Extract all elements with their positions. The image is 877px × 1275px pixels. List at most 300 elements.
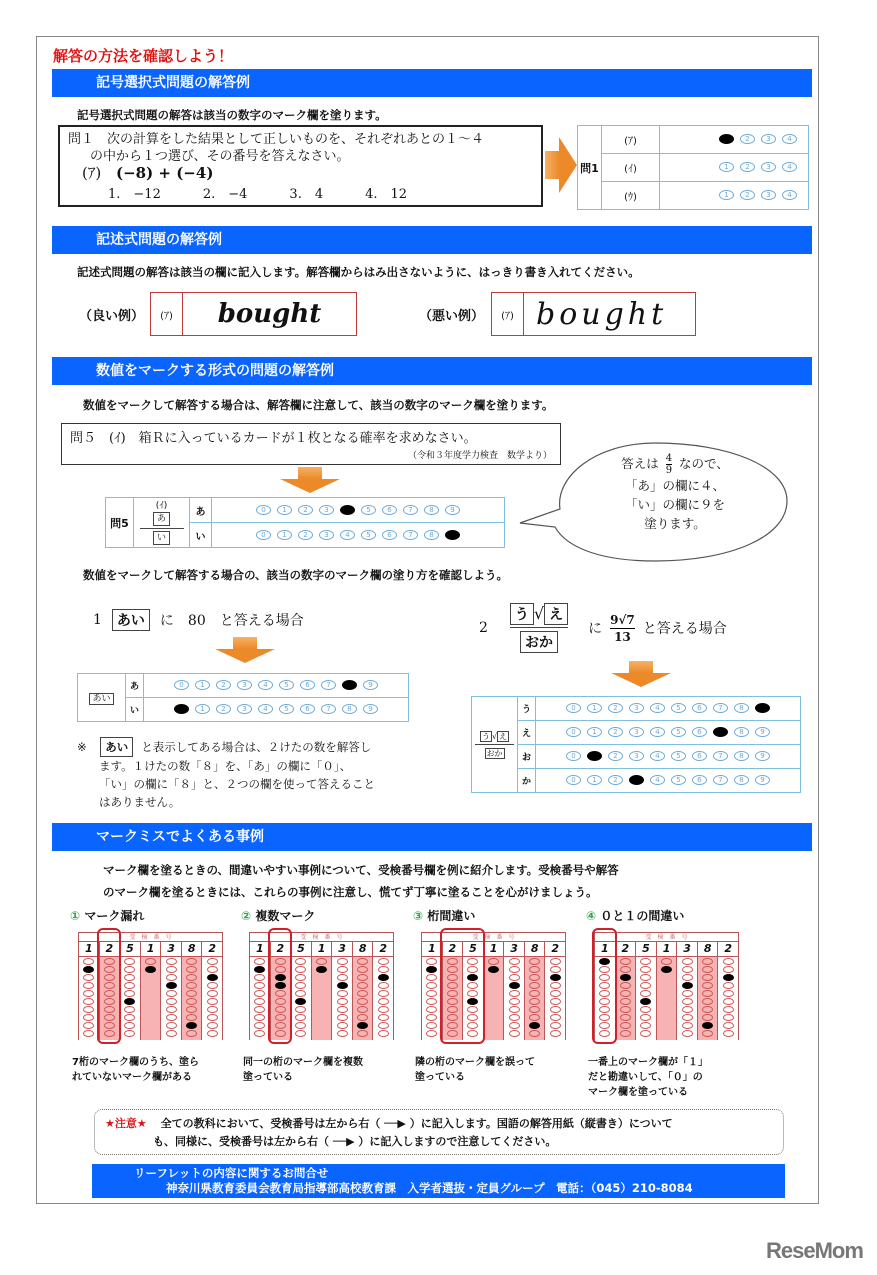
bubble[interactable]: 2 — [216, 680, 231, 690]
grid-bubble[interactable] — [426, 998, 437, 1005]
grid-bubble-filled[interactable] — [723, 974, 734, 981]
box-e: え — [544, 603, 568, 625]
grid-bubble[interactable] — [207, 1022, 218, 1029]
bubble[interactable]: 1 — [719, 162, 734, 172]
grid-bubble[interactable] — [207, 966, 218, 973]
bubble[interactable]: 3 — [761, 190, 776, 200]
bubble[interactable]: 2 — [216, 704, 231, 714]
grid-bubble[interactable] — [186, 990, 197, 997]
bubble[interactable]: 3 — [319, 505, 334, 515]
grid-bubble[interactable] — [640, 982, 651, 989]
grid-bubble[interactable] — [702, 1006, 713, 1013]
bubble[interactable]: 6 — [382, 505, 397, 515]
bubble[interactable]: 1 — [277, 530, 292, 540]
grid-bubble[interactable] — [529, 1030, 540, 1037]
grid-bubble[interactable] — [378, 990, 389, 997]
bubble[interactable]: 2 — [608, 727, 623, 737]
grid-bubble[interactable] — [640, 974, 651, 981]
grid-bubble[interactable] — [723, 998, 734, 1005]
grid-bubble[interactable] — [682, 966, 693, 973]
bubble[interactable]: 2 — [740, 190, 755, 200]
bubble[interactable]: 8 — [734, 751, 749, 761]
bubble[interactable]: 0 — [566, 703, 581, 713]
grid-bubble[interactable] — [550, 990, 561, 997]
grid-bubble[interactable] — [640, 990, 651, 997]
grid-bubble-filled[interactable] — [186, 1022, 197, 1029]
grid-bubble[interactable] — [186, 1014, 197, 1021]
bubble[interactable]: 7 — [403, 505, 418, 515]
grid-bubble[interactable] — [254, 1014, 265, 1021]
grid-bubble[interactable] — [207, 1006, 218, 1013]
grid-bubble[interactable] — [83, 1014, 94, 1021]
grid-bubble[interactable] — [682, 974, 693, 981]
grid-bubble-filled[interactable] — [83, 966, 94, 973]
bubble[interactable]: 7 — [403, 530, 418, 540]
grid-bubble[interactable] — [509, 1006, 520, 1013]
grid-bubble[interactable] — [702, 974, 713, 981]
grid-bubble[interactable] — [529, 990, 540, 997]
bubble[interactable]: 4 — [650, 751, 665, 761]
grid-bubble[interactable] — [378, 1030, 389, 1037]
grid-bubble[interactable] — [124, 966, 135, 973]
bubble[interactable]: 0 — [566, 775, 581, 785]
grid-bubble[interactable] — [83, 1030, 94, 1037]
grid-bubble[interactable] — [254, 1022, 265, 1029]
grid-bubble[interactable] — [166, 974, 177, 981]
grid-bubble[interactable] — [509, 966, 520, 973]
grid-bubble[interactable] — [166, 998, 177, 1005]
grid-bubble[interactable] — [426, 1022, 437, 1029]
grid-bubble[interactable] — [529, 1014, 540, 1021]
grid-bubble[interactable] — [316, 958, 327, 965]
bubble[interactable]: 1 — [719, 190, 734, 200]
bubble-filled[interactable] — [719, 134, 734, 144]
grid-bubble[interactable] — [426, 958, 437, 965]
grid-bubble[interactable] — [186, 982, 197, 989]
bubble[interactable]: 2 — [740, 134, 755, 144]
grid-bubble-filled[interactable] — [357, 1022, 368, 1029]
bubble[interactable]: 0 — [566, 727, 581, 737]
grid-bubble[interactable] — [640, 958, 651, 965]
grid-bubble-filled[interactable] — [426, 966, 437, 973]
grid-bubble[interactable] — [295, 1006, 306, 1013]
grid-bubble[interactable] — [640, 966, 651, 973]
grid-bubble[interactable] — [620, 998, 631, 1005]
grid-bubble[interactable] — [702, 990, 713, 997]
grid-bubble[interactable] — [357, 1030, 368, 1037]
bubble-filled[interactable]: 3 — [629, 775, 644, 785]
grid-bubble[interactable] — [640, 1022, 651, 1029]
bubble[interactable]: 2 — [298, 505, 313, 515]
grid-bubble[interactable] — [295, 990, 306, 997]
grid-bubble[interactable] — [207, 990, 218, 997]
bubble[interactable]: 6 — [300, 680, 315, 690]
grid-bubble[interactable] — [509, 990, 520, 997]
grid-bubble[interactable] — [378, 1022, 389, 1029]
bubble[interactable]: 2 — [608, 751, 623, 761]
grid-bubble[interactable] — [682, 1030, 693, 1037]
bubble[interactable]: 0 — [174, 680, 189, 690]
grid-bubble-filled[interactable] — [529, 1022, 540, 1029]
grid-bubble[interactable] — [509, 1014, 520, 1021]
grid-bubble[interactable] — [83, 1006, 94, 1013]
grid-bubble[interactable] — [509, 958, 520, 965]
grid-bubble[interactable] — [337, 998, 348, 1005]
bubble[interactable]: 4 — [650, 703, 665, 713]
grid-bubble[interactable] — [337, 1022, 348, 1029]
bubble[interactable]: 5 — [671, 775, 686, 785]
bubble[interactable]: 6 — [382, 530, 397, 540]
grid-bubble[interactable] — [295, 1030, 306, 1037]
bubble[interactable]: 5 — [671, 727, 686, 737]
grid-bubble[interactable] — [83, 982, 94, 989]
grid-bubble[interactable] — [254, 1030, 265, 1037]
grid-bubble-filled[interactable] — [661, 966, 672, 973]
bubble[interactable]: 7 — [713, 775, 728, 785]
grid-bubble[interactable] — [620, 982, 631, 989]
bubble[interactable]: 9 — [363, 704, 378, 714]
bubble[interactable]: 6 — [692, 727, 707, 737]
grid-bubble[interactable] — [620, 990, 631, 997]
bubble[interactable]: 3 — [237, 680, 252, 690]
grid-bubble-filled[interactable] — [207, 974, 218, 981]
grid-bubble[interactable] — [682, 958, 693, 965]
bubble[interactable]: 8 — [734, 703, 749, 713]
grid-bubble[interactable] — [124, 1022, 135, 1029]
grid-bubble[interactable] — [124, 982, 135, 989]
grid-digit: 2 — [616, 942, 636, 957]
bubble[interactable]: 3 — [629, 727, 644, 737]
grid-bubble[interactable] — [426, 1006, 437, 1013]
grid-bubble[interactable] — [640, 1006, 651, 1013]
grid-bubble[interactable] — [529, 982, 540, 989]
bubble[interactable]: 6 — [692, 703, 707, 713]
grid-bubble[interactable] — [357, 1014, 368, 1021]
grid-bubble[interactable] — [723, 990, 734, 997]
grid-bubble[interactable] — [682, 1014, 693, 1021]
bubble[interactable]: 5 — [361, 530, 376, 540]
grid-bubble[interactable] — [83, 974, 94, 981]
grid-bubble-filled[interactable] — [124, 998, 135, 1005]
bubble-filled[interactable]: 0 — [174, 704, 189, 714]
grid-bubble[interactable] — [702, 958, 713, 965]
grid-bubble[interactable] — [124, 958, 135, 965]
grid-bubble[interactable] — [207, 1014, 218, 1021]
grid-bubble[interactable] — [357, 990, 368, 997]
grid-bubble[interactable] — [295, 958, 306, 965]
grid-bubble[interactable] — [357, 1006, 368, 1013]
bubble[interactable]: 9 — [755, 727, 770, 737]
arrow-down-icon — [215, 637, 275, 663]
grid-bubble[interactable] — [640, 1014, 651, 1021]
answer-numerator: 9√7 — [610, 612, 635, 627]
bubble[interactable]: 3 — [319, 530, 334, 540]
grid-bubble[interactable] — [509, 974, 520, 981]
bubble[interactable]: 3 — [761, 134, 776, 144]
grid-bubble[interactable] — [723, 966, 734, 973]
bubble[interactable]: 1 — [277, 505, 292, 515]
bubble[interactable]: 4 — [650, 727, 665, 737]
grid-bubble[interactable] — [166, 1030, 177, 1037]
grid-bubble[interactable] — [186, 1030, 197, 1037]
grid-bubble-filled[interactable] — [145, 966, 156, 973]
grid-bubble-filled[interactable] — [316, 966, 327, 973]
bubble[interactable]: 6 — [692, 751, 707, 761]
grid-bubble[interactable] — [529, 966, 540, 973]
grid-bubble[interactable] — [723, 1022, 734, 1029]
grid-bubble[interactable] — [550, 958, 561, 965]
grid-bubble[interactable] — [620, 1006, 631, 1013]
bubble[interactable]: 8 — [424, 530, 439, 540]
bubble[interactable]: 3 — [761, 162, 776, 172]
bubble[interactable]: 3 — [237, 704, 252, 714]
grid-bubble[interactable] — [186, 974, 197, 981]
bubble[interactable]: 9 — [755, 751, 770, 761]
grid-bubble[interactable] — [529, 998, 540, 1005]
bubble[interactable]: 8 — [734, 775, 749, 785]
grid-bubble[interactable] — [295, 1022, 306, 1029]
grid-bubble-filled[interactable] — [682, 982, 693, 989]
grid-bubble[interactable] — [509, 1030, 520, 1037]
grid-bubble[interactable] — [529, 1006, 540, 1013]
grid-bubble[interactable] — [550, 1022, 561, 1029]
grid-bubble[interactable] — [426, 982, 437, 989]
grid-bubble[interactable] — [620, 958, 631, 965]
bubble[interactable]: 7 — [321, 704, 336, 714]
grid-bubble[interactable] — [357, 974, 368, 981]
bubble[interactable]: 1 — [587, 727, 602, 737]
bubble[interactable]: 6 — [692, 775, 707, 785]
grid-bubble[interactable] — [378, 982, 389, 989]
grid-bubble[interactable] — [207, 998, 218, 1005]
grid-bubble[interactable] — [640, 1030, 651, 1037]
grid-bubble-filled[interactable] — [509, 982, 520, 989]
grid-bubble[interactable] — [723, 1006, 734, 1013]
grid-bubble[interactable] — [378, 1014, 389, 1021]
grid-bubble[interactable] — [207, 982, 218, 989]
bubble[interactable]: 4 — [782, 162, 797, 172]
grid-bubble[interactable] — [620, 966, 631, 973]
grid-bubble[interactable] — [378, 958, 389, 965]
grid-bubble-filled[interactable] — [620, 974, 631, 981]
bubble-filled[interactable]: 4 — [340, 505, 355, 515]
grid-bubble[interactable] — [254, 1006, 265, 1013]
grid-bubble[interactable] — [357, 982, 368, 989]
grid-bubble[interactable] — [723, 1014, 734, 1021]
bubble[interactable]: 0 — [256, 505, 271, 515]
bubble[interactable]: 6 — [300, 704, 315, 714]
grid-bubble[interactable] — [124, 1030, 135, 1037]
bubble[interactable]: 8 — [424, 505, 439, 515]
grid-bubble[interactable] — [702, 966, 713, 973]
bubble-filled[interactable]: 8 — [342, 680, 357, 690]
grid-bubble-filled[interactable] — [702, 1022, 713, 1029]
grid-bubble[interactable] — [337, 966, 348, 973]
grid-bubble[interactable] — [83, 990, 94, 997]
grid-bubble[interactable] — [295, 982, 306, 989]
grid-bubble[interactable] — [166, 1006, 177, 1013]
grid-bubble[interactable] — [550, 998, 561, 1005]
grid-bubble[interactable] — [124, 1014, 135, 1021]
grid-bubble[interactable] — [661, 958, 672, 965]
grid-bubble[interactable] — [295, 1014, 306, 1021]
bubble[interactable]: 8 — [342, 704, 357, 714]
bubble[interactable]: 5 — [671, 703, 686, 713]
grid-bubble[interactable] — [723, 982, 734, 989]
bubble[interactable]: 9 — [445, 505, 460, 515]
bubble[interactable]: 9 — [363, 680, 378, 690]
bubble[interactable]: 8 — [734, 727, 749, 737]
grid-bubble[interactable] — [166, 1014, 177, 1021]
bubble[interactable]: 7 — [713, 751, 728, 761]
grid-bubble[interactable] — [337, 1030, 348, 1037]
grid-bubble[interactable] — [682, 990, 693, 997]
grid-bubble[interactable] — [207, 958, 218, 965]
bubble[interactable]: 2 — [608, 775, 623, 785]
grid-bubble[interactable] — [378, 1006, 389, 1013]
bubble[interactable]: 3 — [629, 703, 644, 713]
bubble[interactable]: 0 — [566, 751, 581, 761]
bubble[interactable]: 1 — [195, 704, 210, 714]
bubble[interactable]: 5 — [361, 505, 376, 515]
grid-bubble[interactable] — [186, 998, 197, 1005]
bubble[interactable]: 2 — [608, 703, 623, 713]
grid-bubble[interactable] — [254, 990, 265, 997]
bubble[interactable]: 4 — [782, 190, 797, 200]
grid-bubble[interactable] — [550, 1030, 561, 1037]
grid-bubble[interactable] — [357, 966, 368, 973]
grid-bubble[interactable] — [166, 966, 177, 973]
grid-bubble[interactable] — [509, 1022, 520, 1029]
grid-bubble[interactable] — [337, 974, 348, 981]
grid-bubble[interactable] — [254, 982, 265, 989]
grid-bubble[interactable] — [295, 966, 306, 973]
grid-bubble[interactable] — [682, 1022, 693, 1029]
grid-bubble[interactable] — [337, 958, 348, 965]
bubble[interactable]: 4 — [650, 775, 665, 785]
grid-bubble[interactable] — [426, 1014, 437, 1021]
grid-bubble[interactable] — [550, 1014, 561, 1021]
grid-bubble[interactable] — [124, 990, 135, 997]
bubble[interactable]: 5 — [671, 751, 686, 761]
grid-bubble[interactable] — [702, 998, 713, 1005]
grid-bubble[interactable] — [488, 958, 499, 965]
grid-bubble[interactable] — [723, 1030, 734, 1037]
case-title: マーク漏れ — [84, 909, 145, 923]
grid-bubble[interactable] — [83, 998, 94, 1005]
grid-bubble[interactable] — [529, 958, 540, 965]
grid-bubble[interactable] — [207, 1030, 218, 1037]
bubble[interactable]: 7 — [321, 680, 336, 690]
bubble[interactable]: 5 — [279, 680, 294, 690]
grid-bubble[interactable] — [426, 1030, 437, 1037]
grid-bubble[interactable] — [186, 966, 197, 973]
grid-bubble-filled[interactable] — [488, 966, 499, 973]
grid-bubble[interactable] — [337, 990, 348, 997]
grid-bubble[interactable] — [682, 1006, 693, 1013]
grid-bubble[interactable] — [166, 990, 177, 997]
grid-bubble[interactable] — [254, 974, 265, 981]
bubble[interactable]: 5 — [279, 704, 294, 714]
grid-bubble[interactable] — [83, 958, 94, 965]
grid-bubble[interactable] — [509, 998, 520, 1005]
grid-bubble[interactable] — [620, 1022, 631, 1029]
grid-bubble-filled[interactable] — [166, 982, 177, 989]
grid-digit: 5 — [636, 942, 656, 957]
grid-bubble[interactable] — [186, 958, 197, 965]
bubble[interactable]: 9 — [755, 775, 770, 785]
grid-bubble[interactable] — [702, 1014, 713, 1021]
bubble-filled[interactable]: 9 — [445, 530, 460, 540]
grid-bubble[interactable] — [337, 1006, 348, 1013]
grid-bubble[interactable] — [186, 1006, 197, 1013]
bubble[interactable]: 2 — [740, 162, 755, 172]
grid-bubble[interactable] — [550, 1006, 561, 1013]
grid-bubble[interactable] — [378, 998, 389, 1005]
grid-bubble[interactable] — [357, 998, 368, 1005]
grid-digit: 2 — [271, 942, 291, 957]
grid-bubble-filled[interactable] — [550, 974, 561, 981]
bubble[interactable]: 4 — [340, 530, 355, 540]
grid-bubble-filled[interactable] — [295, 998, 306, 1005]
grid-bubble[interactable] — [166, 1022, 177, 1029]
grid-bubble[interactable] — [124, 1006, 135, 1013]
grid-bubble[interactable] — [702, 1030, 713, 1037]
grid-bubble[interactable] — [723, 958, 734, 965]
bubble[interactable]: 1 — [587, 775, 602, 785]
grid-bubble[interactable] — [254, 958, 265, 965]
grid-bubble[interactable] — [682, 998, 693, 1005]
grid-bubble[interactable] — [702, 982, 713, 989]
grid-bubble[interactable] — [550, 966, 561, 973]
grid-bubble[interactable] — [426, 990, 437, 997]
bubble[interactable]: 4 — [258, 704, 273, 714]
bubble[interactable]: 1 — [587, 703, 602, 713]
row-label-u: う — [518, 697, 536, 721]
grid-bubble[interactable] — [426, 974, 437, 981]
grid-bubble[interactable] — [83, 1022, 94, 1029]
grid-bubble-filled[interactable] — [378, 974, 389, 981]
note-line2: ます。１けたの数「８」を、「あ」の欄に「０」、 — [99, 759, 352, 773]
bubble[interactable]: 7 — [713, 703, 728, 713]
bubble-filled[interactable]: 1 — [587, 751, 602, 761]
section3-lead2: 数値をマークして解答する場合の、該当の数字のマーク欄の塗り方を確認しよう。 — [83, 568, 509, 582]
grid-bubble-filled[interactable] — [640, 998, 651, 1005]
grid-bubble-filled[interactable] — [337, 982, 348, 989]
grid-bubble[interactable] — [295, 974, 306, 981]
grid-bubble[interactable] — [357, 958, 368, 965]
bubble[interactable]: 0 — [256, 530, 271, 540]
bubble[interactable]: 4 — [258, 680, 273, 690]
grid-bubble[interactable] — [550, 982, 561, 989]
grid-bubble[interactable] — [166, 958, 177, 965]
bubble[interactable]: 4 — [782, 134, 797, 144]
grid-bubble[interactable] — [620, 1030, 631, 1037]
bubble-filled[interactable]: 7 — [713, 727, 728, 737]
grid-bubble[interactable] — [529, 974, 540, 981]
grid-bubble[interactable] — [620, 1014, 631, 1021]
bubble[interactable]: 3 — [629, 751, 644, 761]
grid-bubble-filled[interactable] — [254, 966, 265, 973]
grid-bubble[interactable] — [254, 998, 265, 1005]
bubble[interactable]: 2 — [298, 530, 313, 540]
grid-bubble[interactable] — [145, 958, 156, 965]
grid-bubble[interactable] — [124, 974, 135, 981]
bubble[interactable]: 1 — [195, 680, 210, 690]
bubble-filled[interactable]: 9 — [755, 703, 770, 713]
grid-bubble[interactable] — [337, 1014, 348, 1021]
grid-bubble[interactable] — [378, 966, 389, 973]
